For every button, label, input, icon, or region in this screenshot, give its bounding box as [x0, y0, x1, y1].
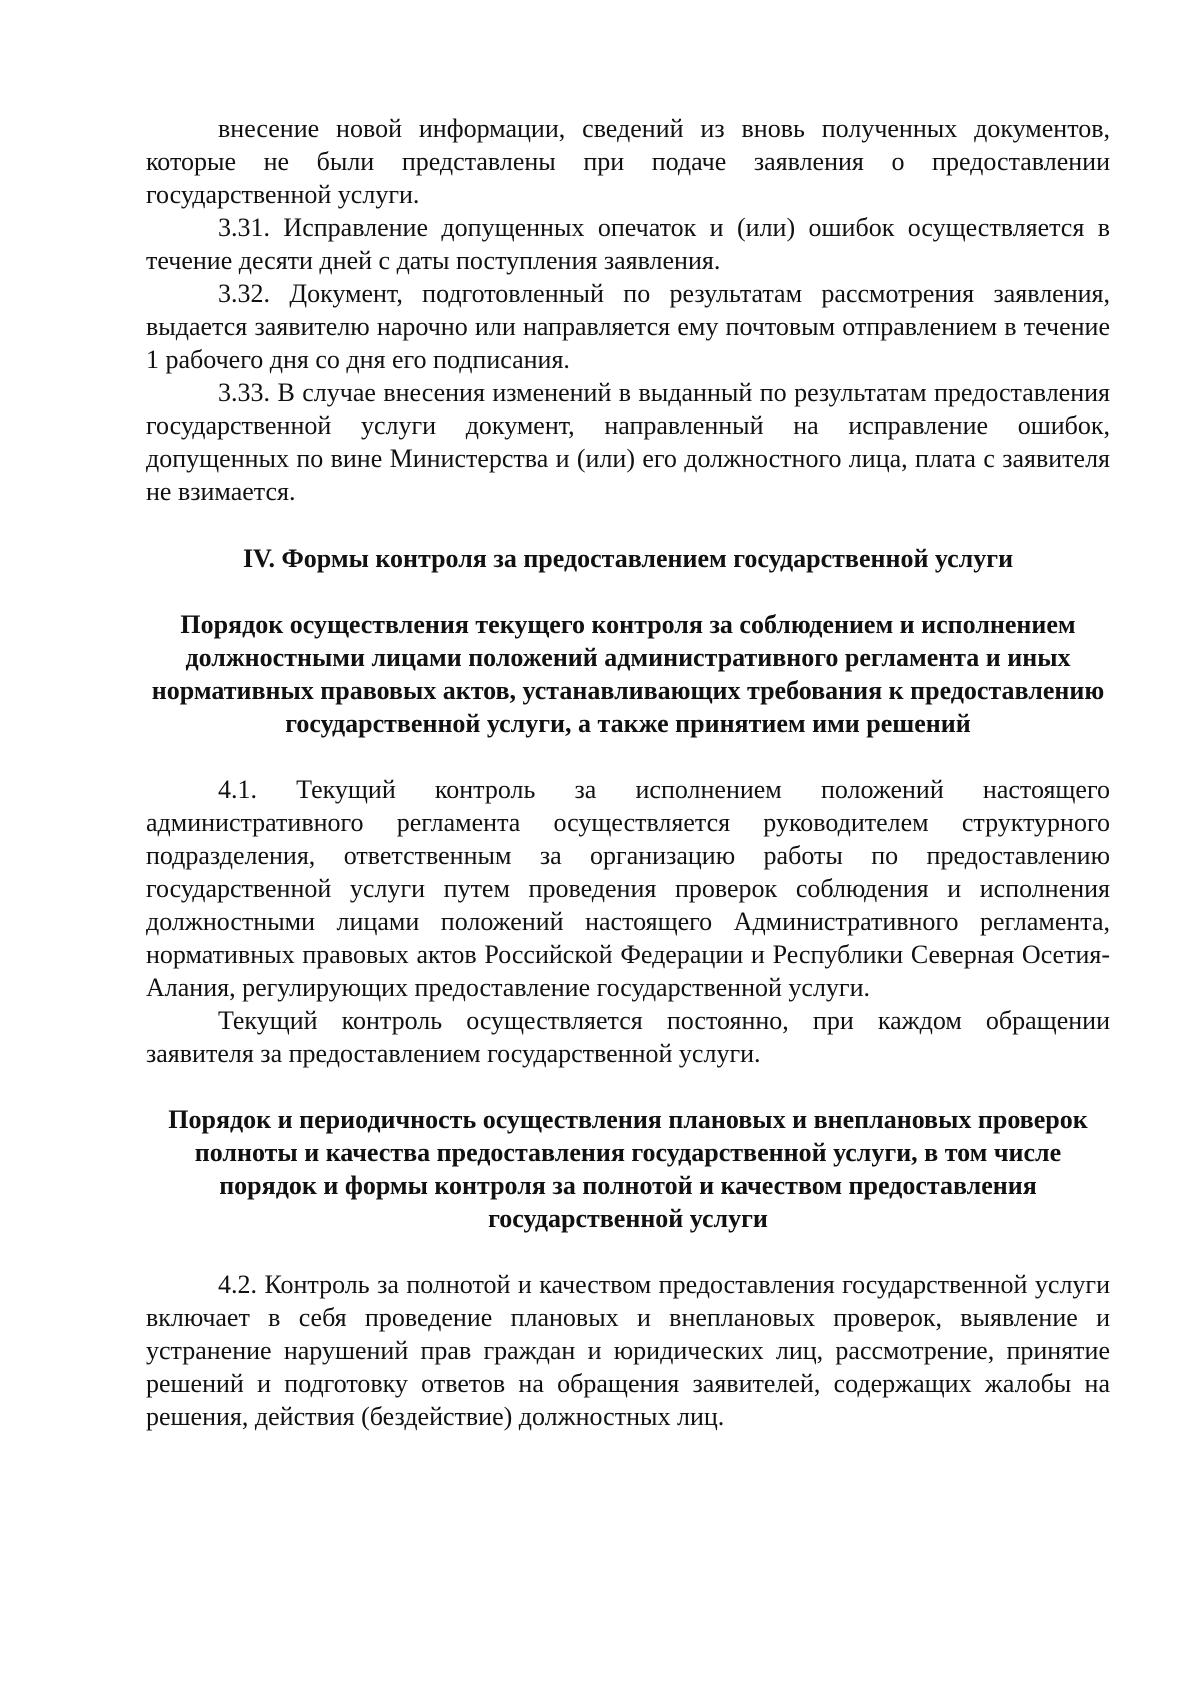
- spacer: [146, 575, 1110, 608]
- paragraph-3-31: 3.31. Исправление допущенных опечаток и (или) ошибок осуществляется в течение десяти дней с даты поступления заявления.: [146, 213, 1110, 275]
- paragraph-4-2: 4.2. Контроль за полнотой и качеством предоставления государственной услуги включает в себя проведение плановых и внеплановых проверок, выявление и устранение нарушений прав граждан и юридических лиц, рассмотрение, принятие решений и подготовку ответов на обращения заявителей, содержащих жалобы на решения, действия (бездействие) должностных лиц.: [146, 1270, 1110, 1431]
- spacer: [146, 508, 1110, 542]
- document-page: [146, 112, 1110, 1433]
- paragraph-4-1: 4.1. Текущий контроль за исполнением положений настоящего административного регламента осуществляется руководителем структурного подразделения, ответственным за организацию работы по предоставлению государственной услуги путем проведения проверок соблюдения и исполнения должностными лицами положений настоящего Административного регламента, нормативных правовых актов Российской Федерации и Республики Северная Осетия-Алания, регулирующих предоставление государственной услуги.: [146, 775, 1110, 1002]
- subheading-inspections: Порядок и периодичность осуществления плановых и внеплановых проверок полноты и качества предоставления государственной услуги, в том числе порядок и формы контроля за полнотой и качеством предоставления государственной услуги: [168, 1105, 1088, 1233]
- spacer: [146, 1070, 1110, 1103]
- spacer: [146, 740, 1110, 773]
- spacer: [146, 1235, 1110, 1268]
- subheading-current-control: Порядок осуществления текущего контроля за соблюдением и исполнением должностными лицами положений административного регламента и иных нормативных правовых актов, устанавливающих требования к предоставлению государственной услуги, а также принятием ими решений: [151, 610, 1105, 738]
- paragraph-3-32: 3.32. Документ, подготовленный по результатам рассмотрения заявления, выдается заявителю нарочно или направляется ему почтовым отправлением в течение 1 рабочего дня со дня его подписания.: [146, 279, 1110, 374]
- paragraph-3-33: 3.33. В случае внесения изменений в выданный по результатам предоставления государственной услуги документ, направленный на исправление ошибок, допущенных по вине Министерства и (или) его должностного лица, плата с заявителя не взимается.: [146, 378, 1110, 506]
- paragraph-continuation: внесение новой информации, сведений из вновь полученных документов, которые не были представлены при подаче заявления о предоставлении государственной услуги.: [146, 114, 1110, 209]
- section-heading: IV. Формы контроля за предоставлением государственной услуги: [242, 544, 1014, 573]
- paragraph-current-control-note: Текущий контроль осуществляется постоянно, при каждом обращении заявителя за предоставлением государственной услуги.: [146, 1006, 1110, 1068]
